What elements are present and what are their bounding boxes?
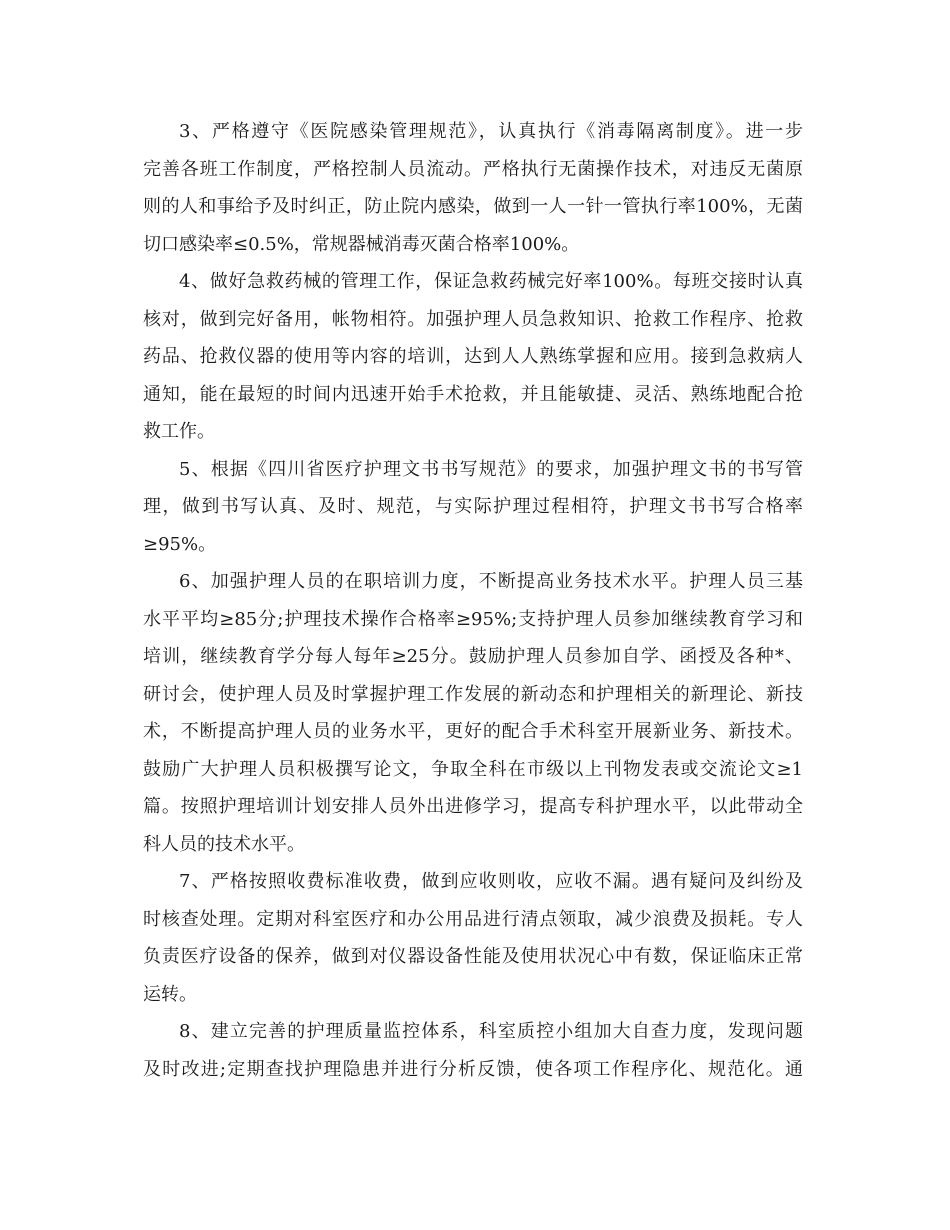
text-line: 核对，做到完好备用，帐物相符。加强护理人员急救知识、抢救工作程序、抢救 [143, 308, 803, 330]
text-line: 3、严格遵守《医院感染管理规范》，认真执行《消毒隔离制度》。进一步 [179, 121, 803, 142]
text-line: 完善各班工作制度，严格控制人员流动。严格执行无菌操作技术，对违反无菌原 [143, 158, 803, 180]
paragraph-4 [143, 263, 803, 451]
text-line: 5、根据《四川省医疗护理文书书写规范》的要求，加强护理文书的书写管 [179, 458, 803, 480]
text-line: 科人员的技术水平。 [143, 833, 305, 855]
paragraph-6 [143, 563, 803, 863]
text-line: 则的人和事给予及时纠正，防止院内感染，做到一人一针一管执行率100%，无菌 [143, 196, 803, 217]
text-line: 鼓励广大护理人员积极撰写论文，争取全科在市级以上刊物发表或交流论文≥1 [143, 758, 803, 780]
text-line: 8、建立完善的护理质量监控体系，科室质控小组加大自查力度，发现问题 [179, 1021, 803, 1042]
text-line: 术，不断提高护理人员的业务水平，更好的配合手术科室开展新业务、新技术。 [143, 721, 803, 742]
text-line: 药品、抢救仪器的使用等内容的培训，达到人人熟练掌握和应用。接到急救病人 [143, 346, 803, 367]
text-line: 运转。 [143, 983, 197, 1005]
paragraph-3 [143, 113, 803, 263]
text-line: 及时改进;定期查找护理隐患并进行分析反馈，使各项工作程序化、规范化。通 [143, 1058, 803, 1080]
text-line: 7、严格按照收费标准收费，做到应收则收，应收不漏。遇有疑问及纠纷及 [179, 871, 803, 892]
text-line: 救工作。 [143, 421, 215, 442]
text-line: 4、做好急救药械的管理工作，保证急救药械完好率100%。每班交接时认真 [179, 271, 803, 292]
text-line: 6、加强护理人员的在职培训力度，不断提高业务技术水平。护理人员三基 [179, 571, 803, 592]
text-line: 水平平均≥85分;护理技术操作合格率≥95%;支持护理人员参加继续教育学习和 [143, 608, 803, 630]
text-line: 研讨会，使护理人员及时掌握护理工作发展的新动态和护理相关的新理论、新技 [143, 683, 803, 705]
paragraph-8 [143, 1013, 803, 1088]
text-line: 培训，继续教育学分每人每年≥25分。鼓励护理人员参加自学、函授及各种*、 [143, 646, 803, 667]
document-body [143, 113, 803, 1088]
text-line: ≥95%。 [143, 533, 217, 555]
paragraph-7 [143, 863, 803, 1013]
text-line: 时核查处理。定期对科室医疗和办公用品进行清点领取，减少浪费及损耗。专人 [143, 908, 803, 930]
text-line: 负责医疗设备的保养，做到对仪器设备性能及使用状况心中有数，保证临床正常 [143, 946, 803, 967]
text-line: 通知，能在最短的时间内迅速开始手术抢救，并且能敏捷、灵活、熟练地配合抢 [143, 383, 803, 405]
text-line: 切口感染率≤0.5%，常规器械消毒灭菌合格率100%。 [143, 233, 580, 255]
paragraph-5 [143, 451, 803, 564]
text-line: 理，做到书写认真、及时、规范，与实际护理过程相符，护理文书书写合格率 [143, 496, 803, 517]
text-line: 篇。按照护理培训计划安排人员外出进修学习，提高专科护理水平，以此带动全 [143, 796, 803, 817]
